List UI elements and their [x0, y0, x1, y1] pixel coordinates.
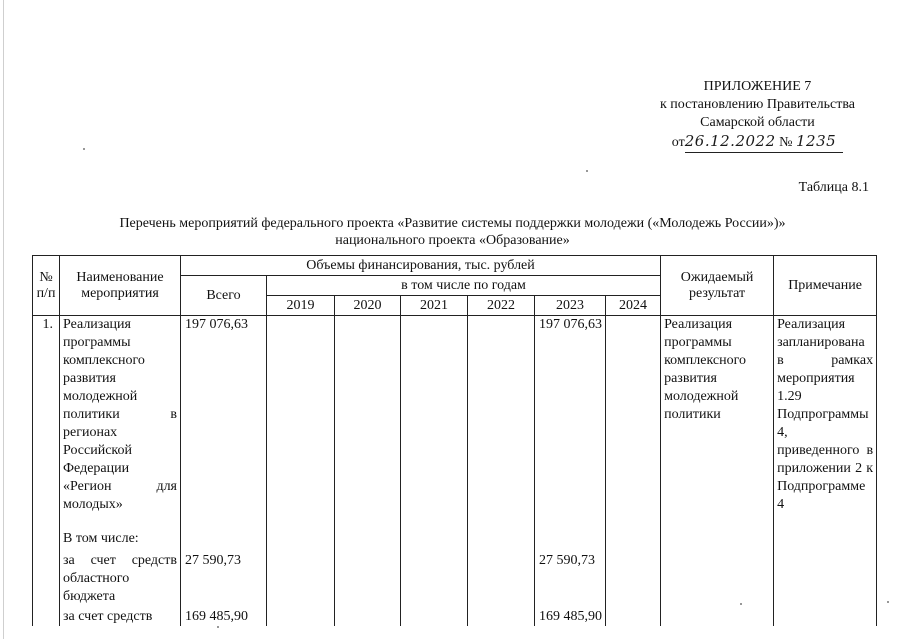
appendix-header	[660, 78, 855, 153]
row-total	[181, 530, 267, 548]
scan-speck	[586, 170, 588, 172]
row-2024	[606, 316, 661, 515]
header-year-2024: 2024	[606, 296, 661, 316]
row-2023	[535, 530, 606, 548]
handwritten-date: 26.12.2022	[684, 132, 776, 150]
header-name: Наименование мероприятия	[60, 256, 181, 316]
row-name: В том числе:	[60, 530, 181, 548]
header-by-years: в том числе по годам	[267, 276, 661, 296]
date-prefix: от	[671, 135, 685, 150]
row-name: за счет средств областного бюджета	[60, 552, 181, 606]
header-year-2019: 2019	[267, 296, 335, 316]
row-2021	[401, 316, 468, 515]
appendix-line-3: Самарской области	[700, 115, 815, 130]
row-total: 169 485,90	[181, 608, 267, 626]
row-total: 197 076,63	[181, 316, 267, 515]
header-num: № п/п	[33, 256, 60, 316]
row-note	[774, 530, 877, 548]
row-num	[33, 552, 60, 606]
header-total: Всего	[181, 276, 267, 316]
row-2019	[267, 316, 335, 515]
row-note	[774, 608, 877, 626]
measures-table	[32, 255, 877, 626]
row-num: 1.	[33, 316, 60, 515]
row-total: 27 590,73	[181, 552, 267, 606]
measures-table-wrap	[32, 255, 876, 626]
handwritten-number: 1235	[795, 132, 837, 150]
table-row	[33, 316, 877, 515]
table-row	[33, 608, 877, 626]
table-spacer	[33, 514, 877, 530]
row-result: Реализация программы комплексного развития молодежной политики	[661, 316, 774, 515]
row-note	[774, 552, 877, 606]
header-note: Примечание	[774, 256, 877, 316]
scan-speck	[740, 603, 742, 605]
row-name: Реализация программы комплексного развития молодежной политики в регионах Российской Федерации «Регион для молодых»	[60, 316, 181, 515]
document-title	[40, 215, 865, 249]
table-label: Таблица 8.1	[798, 180, 869, 195]
title-line-1: Перечень мероприятий федерального проекта «Развитие системы поддержки молодежи («Молодежь России»)»	[119, 216, 786, 231]
appendix-line-2: к постановлению Правительства	[659, 97, 855, 112]
row-note: Реализация запланирована в рамках мероприятия 1.29 Подпрограммы 4, приведенного в приложении 2 к Подпрограмме 4	[774, 316, 877, 515]
header-result: Ожидаемый результат	[661, 256, 774, 316]
header-year-2022: 2022	[468, 296, 535, 316]
date-underline	[685, 132, 843, 153]
table-row	[33, 552, 877, 606]
row-num	[33, 608, 60, 626]
row-2022	[468, 316, 535, 515]
appendix-title: ПРИЛОЖЕНИЕ 7	[703, 79, 812, 94]
header-year-2023: 2023	[535, 296, 606, 316]
title-line-2: национального проекта «Образование»	[335, 233, 570, 248]
row-name: за счет средств	[60, 608, 181, 626]
row-result	[661, 608, 774, 626]
header-year-2020: 2020	[335, 296, 401, 316]
header-funding: Объемы финансирования, тыс. рублей	[181, 256, 661, 276]
scan-speck	[83, 148, 85, 150]
row-result	[661, 530, 774, 548]
row-result	[661, 552, 774, 606]
row-2023: 169 485,90	[535, 608, 606, 626]
scan-speck	[887, 601, 889, 603]
row-2020	[335, 316, 401, 515]
page-edge	[3, 0, 4, 639]
header-year-2021: 2021	[401, 296, 468, 316]
table-row	[33, 530, 877, 548]
row-num	[33, 530, 60, 548]
date-number-line	[660, 132, 855, 153]
row-2023: 197 076,63	[535, 316, 606, 515]
number-prefix: №	[779, 135, 793, 150]
row-2023: 27 590,73	[535, 552, 606, 606]
scan-speck	[217, 626, 219, 628]
